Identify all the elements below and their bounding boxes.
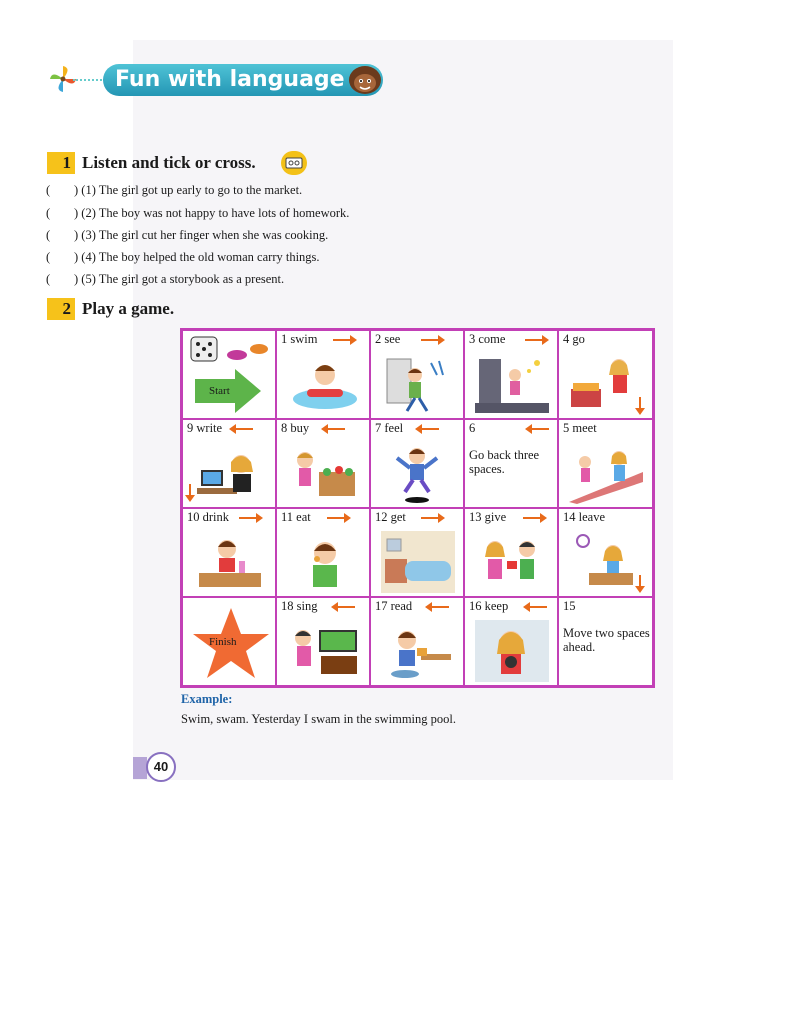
- answer-blank[interactable]: (: [46, 228, 51, 242]
- cell-label: 9 write: [187, 421, 223, 435]
- banner-title: Fun with language: [103, 64, 383, 96]
- cell-label: 4 go: [563, 332, 585, 346]
- board-cell-17[interactable]: [371, 598, 465, 687]
- example-label: Example:: [181, 692, 233, 706]
- page-number: 40: [146, 752, 176, 782]
- arrow-left-icon: [231, 428, 253, 430]
- cell-label: 6: [469, 421, 476, 435]
- board-cell-2[interactable]: [371, 331, 465, 420]
- section-1-number: 1: [47, 152, 75, 174]
- board-cell-4[interactable]: [559, 331, 653, 420]
- board-cell-7[interactable]: [371, 420, 465, 509]
- girl-giving-gift-icon: [475, 531, 549, 593]
- board-cell-11[interactable]: [277, 509, 371, 598]
- finish-label: Finish: [209, 636, 237, 648]
- arrow-down-icon: [189, 484, 191, 500]
- section-2-number: 2: [47, 298, 75, 320]
- example-text: Swim, swam. Yesterday I swam in the swimming pool.: [181, 712, 456, 726]
- cell-label: 14 leave: [563, 510, 605, 524]
- cell-instruction: Go back three spaces.: [469, 448, 540, 476]
- cassette-icon: [281, 151, 307, 175]
- board-cell-10[interactable]: [183, 509, 277, 598]
- cell-label: 7 feel: [375, 421, 404, 435]
- board-cell-16[interactable]: [465, 598, 559, 687]
- arrow-left-icon: [527, 428, 549, 430]
- question-text: ) (1) The girl got up early to go to the market.: [74, 183, 303, 197]
- board-cell-5[interactable]: [559, 420, 653, 509]
- arrow-right-icon: [333, 339, 355, 341]
- girl-shopping-icon: [569, 353, 643, 415]
- board-cell-3[interactable]: [465, 331, 559, 420]
- board-cell-18[interactable]: [277, 598, 371, 687]
- arrow-right-icon: [327, 517, 349, 519]
- arrow-right-icon: [239, 517, 261, 519]
- answer-blank[interactable]: (: [46, 272, 51, 286]
- boy-eating-icon: [287, 531, 361, 593]
- question-3: [46, 228, 328, 243]
- board-cell-13[interactable]: [465, 509, 559, 598]
- question-text: ) (5) The girl got a storybook as a present.: [74, 272, 285, 286]
- boy-at-door-icon: [381, 353, 455, 415]
- answer-blank[interactable]: (: [46, 183, 51, 197]
- cell-label: 8 buy: [281, 421, 310, 435]
- cell-instruction: Move two spaces ahead.: [563, 626, 650, 654]
- question-4: [46, 250, 320, 265]
- question-text: ) (2) The boy was not happy to have lots of homework.: [74, 206, 350, 220]
- girl-leaving-icon: [569, 531, 643, 593]
- question-1: [46, 183, 302, 198]
- cell-label: 2 see: [375, 332, 401, 346]
- swimming-boy-icon: [287, 353, 361, 415]
- cell-label: 15: [563, 599, 576, 613]
- cell-label: 11 eat: [281, 510, 311, 524]
- section-2-title: Play a game.: [82, 299, 175, 318]
- arrow-right-icon: [525, 339, 547, 341]
- cell-label: 16 keep: [469, 599, 509, 613]
- boy-drinking-icon: [193, 531, 267, 593]
- question-text: ) (4) The boy helped the old woman carry things.: [74, 250, 320, 264]
- arrow-left-icon: [525, 606, 547, 608]
- arrow-left-icon: [417, 428, 439, 430]
- arrow-left-icon: [323, 428, 345, 430]
- cell-label: 17 read: [375, 599, 413, 613]
- board-cell-1[interactable]: [277, 331, 371, 420]
- mascot-icon: [347, 62, 383, 96]
- banner-dotted-line: [73, 79, 105, 81]
- arrow-right-icon: [523, 517, 545, 519]
- dice-and-counters-icon: [189, 335, 269, 415]
- question-text: ) (3) The girl cut her finger when she was cooking.: [74, 228, 329, 242]
- question-2: [46, 206, 349, 221]
- board-cell-8[interactable]: [277, 420, 371, 509]
- girl-at-computer-icon: [193, 442, 267, 504]
- section-1-title: Listen and tick or cross.: [82, 153, 256, 172]
- board-cell-15[interactable]: [559, 598, 653, 687]
- boy-reading-icon: [381, 620, 455, 682]
- arrow-left-icon: [333, 606, 355, 608]
- cell-label: 3 come: [469, 332, 506, 346]
- cell-label: 1 swim: [281, 332, 318, 346]
- cell-label: 13 give: [469, 510, 507, 524]
- girl-singing-icon: [287, 620, 361, 682]
- finish-cell: [183, 598, 277, 687]
- answer-blank[interactable]: (: [46, 250, 51, 264]
- board-cell-12[interactable]: [371, 509, 465, 598]
- section-banner: [45, 62, 425, 98]
- cell-label: 10 drink: [187, 510, 230, 524]
- arrow-left-icon: [427, 606, 449, 608]
- cell-label: 18 sing: [281, 599, 318, 613]
- girl-buying-vegetables-icon: [287, 442, 361, 504]
- start-label: Start: [209, 385, 230, 397]
- girl-keeping-box-icon: [475, 620, 549, 682]
- question-5: [46, 272, 284, 287]
- board-cell-14[interactable]: [559, 509, 653, 598]
- game-board: [180, 328, 655, 688]
- cell-label: 12 get: [375, 510, 406, 524]
- board-cell-6[interactable]: [465, 420, 559, 509]
- cell-label: 5 meet: [563, 421, 597, 435]
- answer-blank[interactable]: (: [46, 206, 51, 220]
- bedroom-icon: [381, 531, 455, 593]
- arrow-right-icon: [421, 339, 443, 341]
- start-cell: [183, 331, 277, 420]
- jumping-boy-icon: [381, 442, 455, 504]
- arrow-right-icon: [421, 517, 443, 519]
- page-number-bar: [133, 757, 147, 779]
- girl-coming-home-icon: [475, 353, 549, 415]
- board-cell-9[interactable]: [183, 420, 277, 509]
- girls-meeting-icon: [569, 442, 643, 504]
